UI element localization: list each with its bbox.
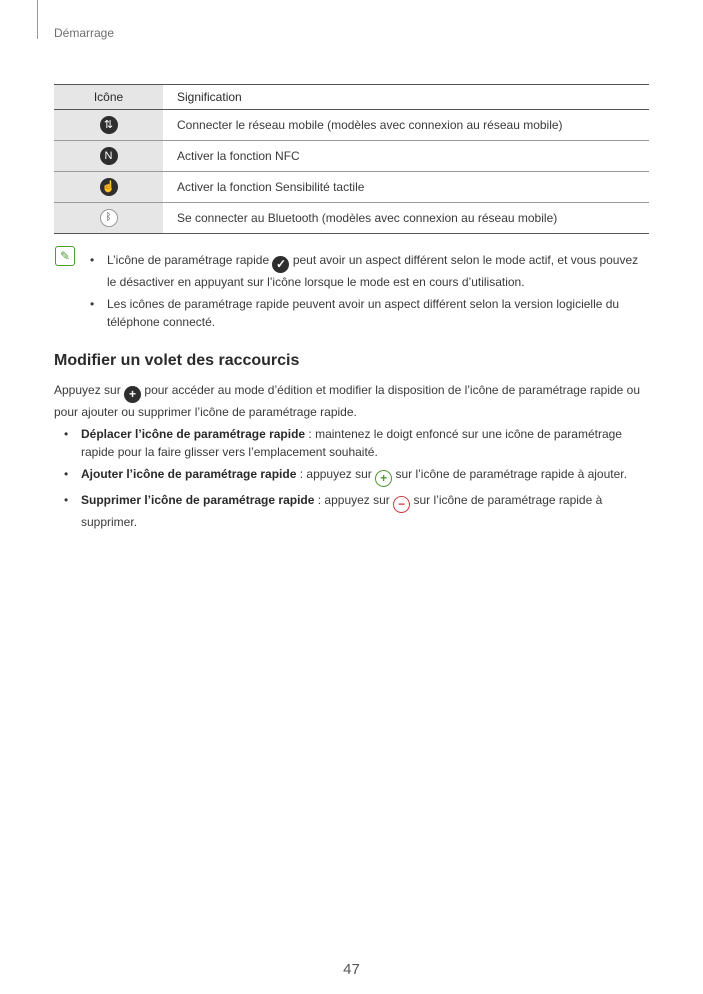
bluetooth-icon: ᛒ — [100, 209, 118, 227]
check-icon: ✓ — [272, 256, 289, 273]
list-item — [54, 465, 644, 487]
action-text-after: sur l’icône de paramétrage rapide à supprimer. — [81, 493, 603, 529]
running-header: Démarrage — [54, 26, 115, 40]
list-item — [80, 251, 645, 291]
action-title: Supprimer l’icône de paramétrage rapide — [81, 493, 315, 507]
note-pencil-icon: ✎ — [55, 246, 75, 266]
minus-circle-icon: − — [393, 496, 410, 513]
table-row — [54, 203, 649, 234]
table-cell-meaning: Activer la fonction Sensibilité tactile — [177, 180, 365, 194]
icon-column-header: Icône — [54, 85, 163, 110]
action-list — [54, 425, 644, 535]
table-header-row — [54, 85, 649, 110]
note-list — [80, 251, 645, 335]
note-text-before: L’icône de paramétrage rapide — [107, 253, 270, 267]
mobile-data-icon: ⇅ — [100, 116, 118, 134]
note-text-after: peut avoir un aspect différent selon le mode actif, et vous pouvez le désactiver en appuyant sur l’icône lorsque le mode est en cours d’utilisation. — [107, 253, 639, 289]
intro-text-before: Appuyez sur — [54, 383, 121, 397]
list-item — [54, 491, 644, 531]
touch-sensitivity-icon: ☝ — [100, 178, 118, 196]
section-title: Modifier un volet des raccourcis — [54, 352, 300, 369]
section-intro — [54, 381, 649, 421]
list-item — [80, 295, 645, 331]
action-title: Déplacer l’icône de paramétrage rapide — [81, 427, 306, 441]
add-icon: + — [124, 386, 141, 403]
meaning-column-header: Signification — [177, 90, 242, 104]
table-row — [54, 141, 649, 172]
action-title: Ajouter l’icône de paramétrage rapide — [81, 467, 297, 481]
icon-meaning-table — [54, 84, 649, 234]
intro-text-after: pour accéder au mode d’édition et modifier la disposition de l’icône de paramétrage rapide ou pour ajouter ou supprimer l’icône de paramétrage rapide. — [54, 383, 641, 419]
action-text-before: : appuyez sur — [314, 493, 390, 507]
page-number: 47 — [343, 961, 360, 978]
note-text: Les icônes de paramétrage rapide peuvent avoir un aspect différent selon la version logicielle du téléphone connecté. — [107, 297, 620, 329]
table-row — [54, 172, 649, 203]
action-text: : maintenez le doigt enfoncé sur une icône de paramétrage rapide pour la faire glisser vers l’emplacement souhaité. — [81, 427, 622, 459]
margin-rule — [37, 0, 38, 39]
action-text-after: sur l’icône de paramétrage rapide à ajouter. — [395, 467, 627, 481]
plus-circle-icon: + — [375, 470, 392, 487]
nfc-icon: N — [100, 147, 118, 165]
table-row — [54, 110, 649, 141]
table-cell-meaning: Se connecter au Bluetooth (modèles avec connexion au réseau mobile) — [177, 211, 558, 225]
table-cell-meaning: Activer la fonction NFC — [177, 149, 300, 163]
list-item — [54, 425, 644, 461]
action-text-before: : appuyez sur — [296, 467, 372, 481]
table-cell-meaning: Connecter le réseau mobile (modèles avec connexion au réseau mobile) — [177, 118, 563, 132]
